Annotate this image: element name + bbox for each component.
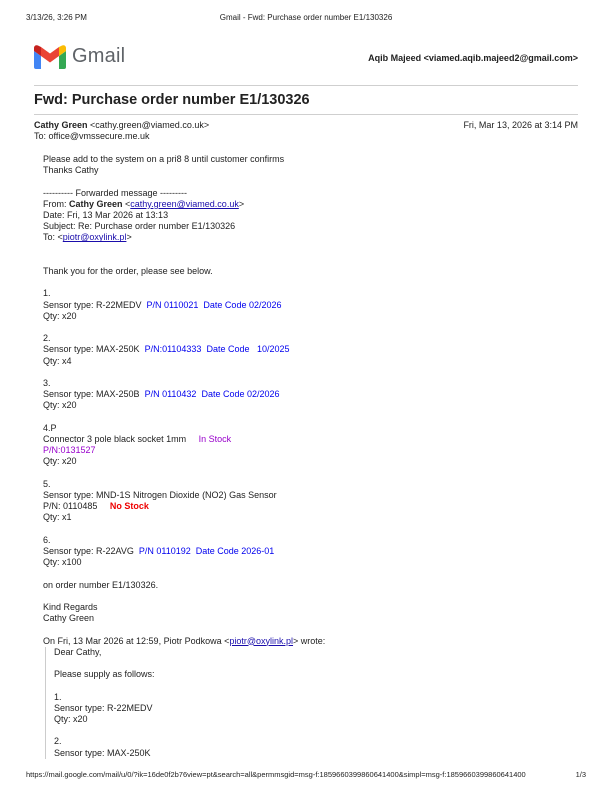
quoted-message — [45, 647, 563, 759]
forward-from-email-link[interactable]: cathy.green@viamed.co.uk — [130, 198, 239, 209]
item-3-sensor: Sensor type: MAX-250B P/N 0110432 Date Code 02/2026 — [43, 389, 280, 400]
item-5-qty: Qty: x1 — [43, 512, 72, 523]
print-footer — [26, 770, 586, 779]
item-1-date-code: Date Code 02/2026 — [198, 299, 282, 310]
recipient-line: To: office@vmssecure.me.uk — [34, 131, 150, 141]
item-1-sensor: Sensor type: R-22MEDV P/N 0110021 Date Code 02/2026 — [43, 299, 282, 310]
item-3-date-code: Date Code 02/2026 — [196, 389, 280, 400]
quote-item-1-number: 1. — [54, 691, 62, 702]
signoff-name: Cathy Green — [43, 613, 95, 624]
quote-greeting: Dear Cathy, — [54, 646, 102, 657]
account-line: Aqib Majeed <viamed.aqib.majeed2@gmail.com> — [368, 53, 578, 63]
quote-item-1-qty: Qty: x20 — [54, 713, 88, 724]
sender-line — [34, 120, 209, 130]
item-2-number: 2. — [43, 333, 51, 344]
forward-from-name: Cathy Green — [69, 198, 123, 209]
item-1-number: 1. — [43, 288, 51, 299]
item-1-qty: Qty: x20 — [43, 310, 77, 321]
quote-item-2-sensor: Sensor type: MAX-250K — [54, 747, 151, 758]
forward-subject: Subject: Re: Purchase order number E1/130326 — [43, 221, 236, 232]
item-6-pn: P/N 0110192 — [133, 545, 191, 556]
intro-signoff: Thanks Cathy — [43, 165, 99, 176]
thanks-line: Thank you for the order, please see below. — [43, 265, 213, 276]
sender-name: Cathy Green — [34, 120, 88, 130]
message-body — [43, 154, 563, 759]
item-4-stock-status: In Stock — [186, 433, 232, 444]
item-1-pn: P/N 0110021 — [141, 299, 199, 310]
item-5-stock-status: No Stock — [97, 501, 149, 512]
item-6-date-code: Date Code 2026-01 — [190, 545, 275, 556]
item-2-sensor: Sensor type: MAX-250K P/N:01104333 Date Code 10/2025 — [43, 344, 290, 355]
sender-email: <cathy.green@viamed.co.uk> — [90, 120, 210, 130]
gmail-wordmark: Gmail — [72, 45, 126, 67]
item-4-desc: Connector 3 pole black socket 1mm In Stock — [43, 433, 232, 444]
quote-request: Please supply as follows: — [54, 669, 155, 680]
message-date: Fri, Mar 13, 2026 at 3:14 PM — [463, 120, 578, 130]
quote-item-2-number: 2. — [54, 736, 62, 747]
quote-author-email-link[interactable]: piotr@oxylink.pl — [229, 635, 294, 646]
item-6-sensor: Sensor type: R-22AVG P/N 0110192 Date Code 2026-01 — [43, 545, 275, 556]
item-5-pn-line — [43, 501, 563, 512]
intro-line: Please add to the system on a pri8 8 until customer confirms — [43, 154, 285, 164]
forward-date: Date: Fri, 13 Mar 2026 at 13:13 — [43, 210, 169, 220]
forward-to: To: <piotr@oxylink.pl> — [43, 232, 132, 243]
item-4-number: 4.P — [43, 422, 57, 433]
item-5-pn: P/N: 0110485 — [43, 501, 98, 512]
quote-attribution: On Fri, 13 Mar 2026 at 12:59, Piotr Podkowa <piotr@oxylink.pl> wrote: — [43, 635, 326, 646]
item-4-pn: P/N:0131527 — [43, 445, 96, 456]
forward-separator: ---------- Forwarded message --------- — [43, 187, 187, 198]
print-title: Gmail - Fwd: Purchase order number E1/130326 — [219, 13, 393, 22]
page-number: 1/3 — [575, 770, 586, 779]
forward-from: From: Cathy Green <cathy.green@viamed.co.uk> — [43, 198, 245, 209]
item-2-date-code: Date Code 10/2025 — [201, 344, 290, 355]
item-3-number: 3. — [43, 377, 51, 388]
item-4-qty: Qty: x20 — [43, 456, 77, 467]
item-5-sensor: Sensor type: MND-1S Nitrogen Dioxide (NO2) Gas Sensor — [43, 489, 277, 500]
item-3-qty: Qty: x20 — [43, 400, 77, 411]
gmail-m-icon — [34, 45, 66, 69]
item-6-qty: Qty: x100 — [43, 557, 82, 568]
quote-item-1-sensor: Sensor type: R-22MEDV — [54, 702, 153, 713]
order-reference: on order number E1/130326. — [43, 579, 159, 590]
print-datetime: 3/13/26, 3:26 PM — [26, 13, 87, 22]
header-divider — [34, 85, 578, 86]
subject-divider — [34, 114, 578, 115]
forward-to-email-link[interactable]: piotr@oxylink.pl — [62, 232, 127, 243]
item-2-pn: P/N:01104333 — [139, 344, 202, 355]
item-5-number: 5. — [43, 478, 51, 489]
print-url: https://mail.google.com/mail/u/0/?ik=16de0f2b76view=pt&search=all&permmsgid=msg-f:1859660399860641400&simpl=msg-f:1859660399860641400 — [26, 770, 526, 779]
item-2-qty: Qty: x4 — [43, 355, 72, 366]
item-3-pn: P/N 0110432 — [139, 389, 197, 400]
item-6-number: 6. — [43, 534, 51, 545]
signoff-regards: Kind Regards — [43, 601, 98, 612]
email-subject: Fwd: Purchase order number E1/130326 — [34, 92, 310, 108]
